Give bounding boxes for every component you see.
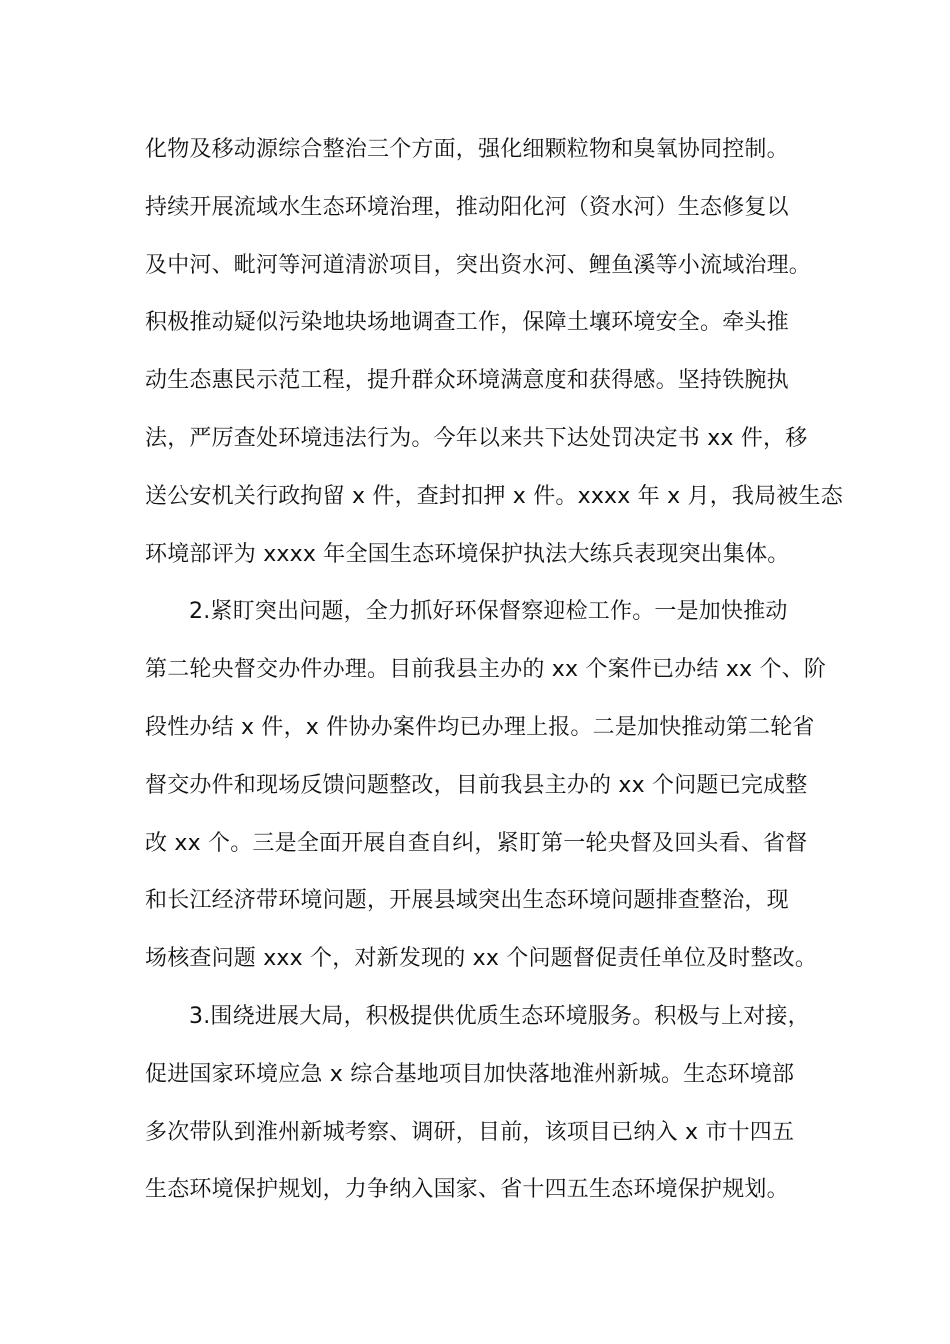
text-line: 场核查问题 xxx 个，对新发现的 xx 个问题督促责任单位及时整改。 (145, 946, 818, 972)
text-line: 和长江经济带环境问题，开展县域突出生态环境问题排查整治，现 (145, 888, 789, 914)
text-line: 及中河、毗河等河道清淤项目，突出资水河、鲤鱼溪等小流域治理。 (145, 252, 812, 278)
text-line: 督交办件和现场反馈问题整改，目前我县主办的 xx 个问题已完成整 (145, 772, 808, 798)
text-line: 多次带队到淮州新城考察、调研，目前，该项目已纳入 x 市十四五 (145, 1119, 795, 1145)
text-line: 段性办结 x 件，x 件协办案件均已办理上报。二是加快推动第二轮省 (145, 714, 815, 740)
text-line: 送公安机关行政拘留 x 件，查封扣押 x 件。xxxx 年 x 月，我局被生态 (145, 483, 843, 509)
text-line: 化物及移动源综合整治三个方面，强化细颗粒物和臭氧协同控制。 (145, 137, 789, 162)
document-body (145, 128, 843, 1226)
paragraph-2-heading-line: 2.紧盯突出问题，全力抓好环保督察迎检工作。一是加快推动 (189, 599, 788, 625)
text-line: 环境部评为 xxxx 年全国生态环境保护执法大练兵表现突出集体。 (145, 541, 790, 567)
text-line: 持续开展流域水生态环境治理，推动阳化河（资水河）生态修复以 (145, 194, 789, 220)
text-line: 促进国家环境应急 x 综合基地项目加快落地淮州新城。生态环境部 (145, 1061, 795, 1087)
text-line: 法，严厉查处环境违法行为。今年以来共下达处罚决定书 xx 件，移 (145, 425, 808, 451)
text-line: 积极推动疑似污染地块场地调查工作，保障土壤环境安全。牵头推 (145, 310, 789, 336)
paragraph-3-heading-line: 3.围绕进展大局，积极提供优质生态环境服务。积极与上对接， (189, 1003, 810, 1029)
text-line: 动生态惠民示范工程，提升群众环境满意度和获得感。坚持铁腕执 (145, 368, 789, 394)
text-line: 改 xx 个。三是全面开展自查自纠，紧盯第一轮央督及回头看、省督 (145, 830, 808, 856)
text-line: 第二轮央督交办件办理。目前我县主办的 xx 个案件已办结 xx 个、阶 (145, 657, 827, 683)
text-line: 生态环境保护规划，力争纳入国家、省十四五生态环境保护规划。 (145, 1177, 789, 1203)
